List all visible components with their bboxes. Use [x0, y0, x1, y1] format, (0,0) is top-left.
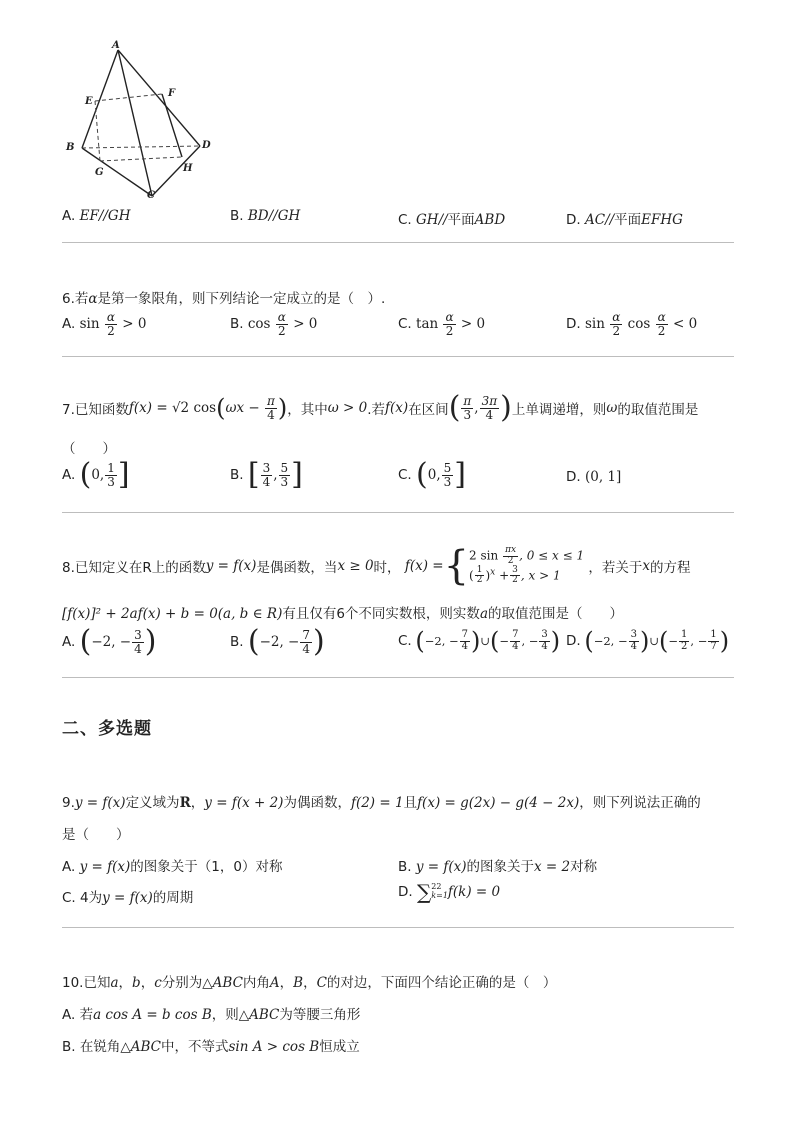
- label-F: F: [168, 88, 176, 99]
- q6-option-a: A. sin $\frac{\alpha}{2}$ > 0: [62, 310, 147, 338]
- divider: [62, 242, 734, 243]
- divider: [62, 677, 734, 678]
- q9-stem-line1: 9.y = f(x)定义域为R，y = f(x + 2)为偶函数，f(2) = 1且f(x) = g(2x) − g(4 − 2x)，则下列说法正确的: [62, 795, 701, 811]
- q6-option-b: B. cos $\frac{\alpha}{2}$ > 0: [230, 310, 318, 338]
- label-C: C: [147, 190, 155, 198]
- q6-option-d: D. sin $\frac{\alpha}{2}$ cos $\frac{\alpha}{2}$ < 0: [566, 310, 698, 338]
- q8-option-d: D. (−2, − $\frac{3}{4}$ )∪(− $\frac{1}{2}$ , − $\frac{1}{7}$ ): [566, 627, 730, 655]
- q5-option-a: A. EF//GH: [62, 208, 131, 224]
- section-title: 二、多选题: [62, 719, 152, 739]
- divider: [62, 356, 734, 357]
- q9-option-a: A. y = f(x)的图象关于（1，0）对称: [62, 859, 283, 875]
- label-A: A: [112, 40, 120, 51]
- q7-option-c: C. (0, $\frac{5}{3}$ ]: [398, 457, 466, 492]
- q5-option-b: B. BD//GH: [230, 208, 301, 224]
- q9-stem-line2: 是（ ）: [62, 827, 130, 843]
- label-E: E: [85, 96, 93, 107]
- divider: [62, 512, 734, 513]
- label-G: G: [95, 167, 104, 178]
- q10-option-a: A. 若a cos A = b cos B，则△ABC为等腰三角形: [62, 1007, 361, 1023]
- tetrahedron-figure: [60, 38, 220, 198]
- q6-stem: 6.若α是第一象限角，则下列结论一定成立的是（ ）.: [62, 291, 386, 307]
- q10-option-b: B. 在锐角△ABC中，不等式sin A > cos B恒成立: [62, 1039, 360, 1055]
- q6-option-c: C. tan $\frac{\alpha}{2}$ > 0: [398, 310, 486, 338]
- q9-option-b: B. y = f(x)的图象关于x = 2对称: [398, 859, 598, 875]
- q9-option-d: D. ∑22 k=1f(k) = 0: [398, 880, 501, 904]
- label-D: D: [202, 140, 211, 151]
- q7-option-b: B. [ $\frac{3}{4}$ , $\frac{5}{3}$ ]: [230, 457, 303, 492]
- q7-option-d: D. (0, 1]: [566, 469, 622, 485]
- q9-option-c: C. 4为y = f(x)的周期: [62, 890, 194, 906]
- divider: [62, 927, 734, 928]
- q8-stem-line2: [f(x)]² + 2af(x) + b = 0(a, b ∈ R)有且仅有6个不同实数根，则实数a的取值范围是（ ）: [62, 606, 623, 622]
- q8-option-a: A. (−2, − $\frac{3}{4}$ ): [62, 624, 157, 659]
- q7-paren: （ ）: [62, 441, 116, 457]
- q5-option-d: D. AC//平面EFHG: [566, 212, 683, 228]
- q7-option-a: A. (0, $\frac{1}{3}$ ]: [62, 457, 130, 492]
- q8-stem-line1: 8.已知定义在R上的函数y = f(x)是偶函数，当x ≥ 0时， f(x) ={2 sin $\frac{\pi x}{2}$ , 0 ≤ x ≤ 1 ( $\frac{1}{2}$ )$^x$ + $\frac{3}{2}$ , x > 1 ，若关于x的方程: [62, 543, 691, 589]
- q10-stem: 10.已知a，b，c分别为△ABC内角A，B，C的对边，下面四个结论正确的是（ ）: [62, 975, 557, 991]
- label-H: H: [183, 163, 193, 174]
- q8-option-b: B. (−2, − $\frac{7}{4}$ ): [230, 624, 325, 659]
- label-B: B: [66, 142, 75, 153]
- q7-stem: 7.已知函数f(x) = √2 cos(ωx − $\frac{\pi}{4}$ )，其中ω > 0.若f(x)在区间( $\frac{\pi}{3}$ , $\frac{3\pi}{4}$ )上单调递增，则ω的取值范围是: [62, 390, 699, 425]
- q8-option-c: C. (−2, − $\frac{7}{4}$ )∪(− $\frac{7}{4}$ , − $\frac{3}{4}$ ): [398, 627, 561, 655]
- q5-option-c: C. GH//平面ABD: [398, 212, 506, 228]
